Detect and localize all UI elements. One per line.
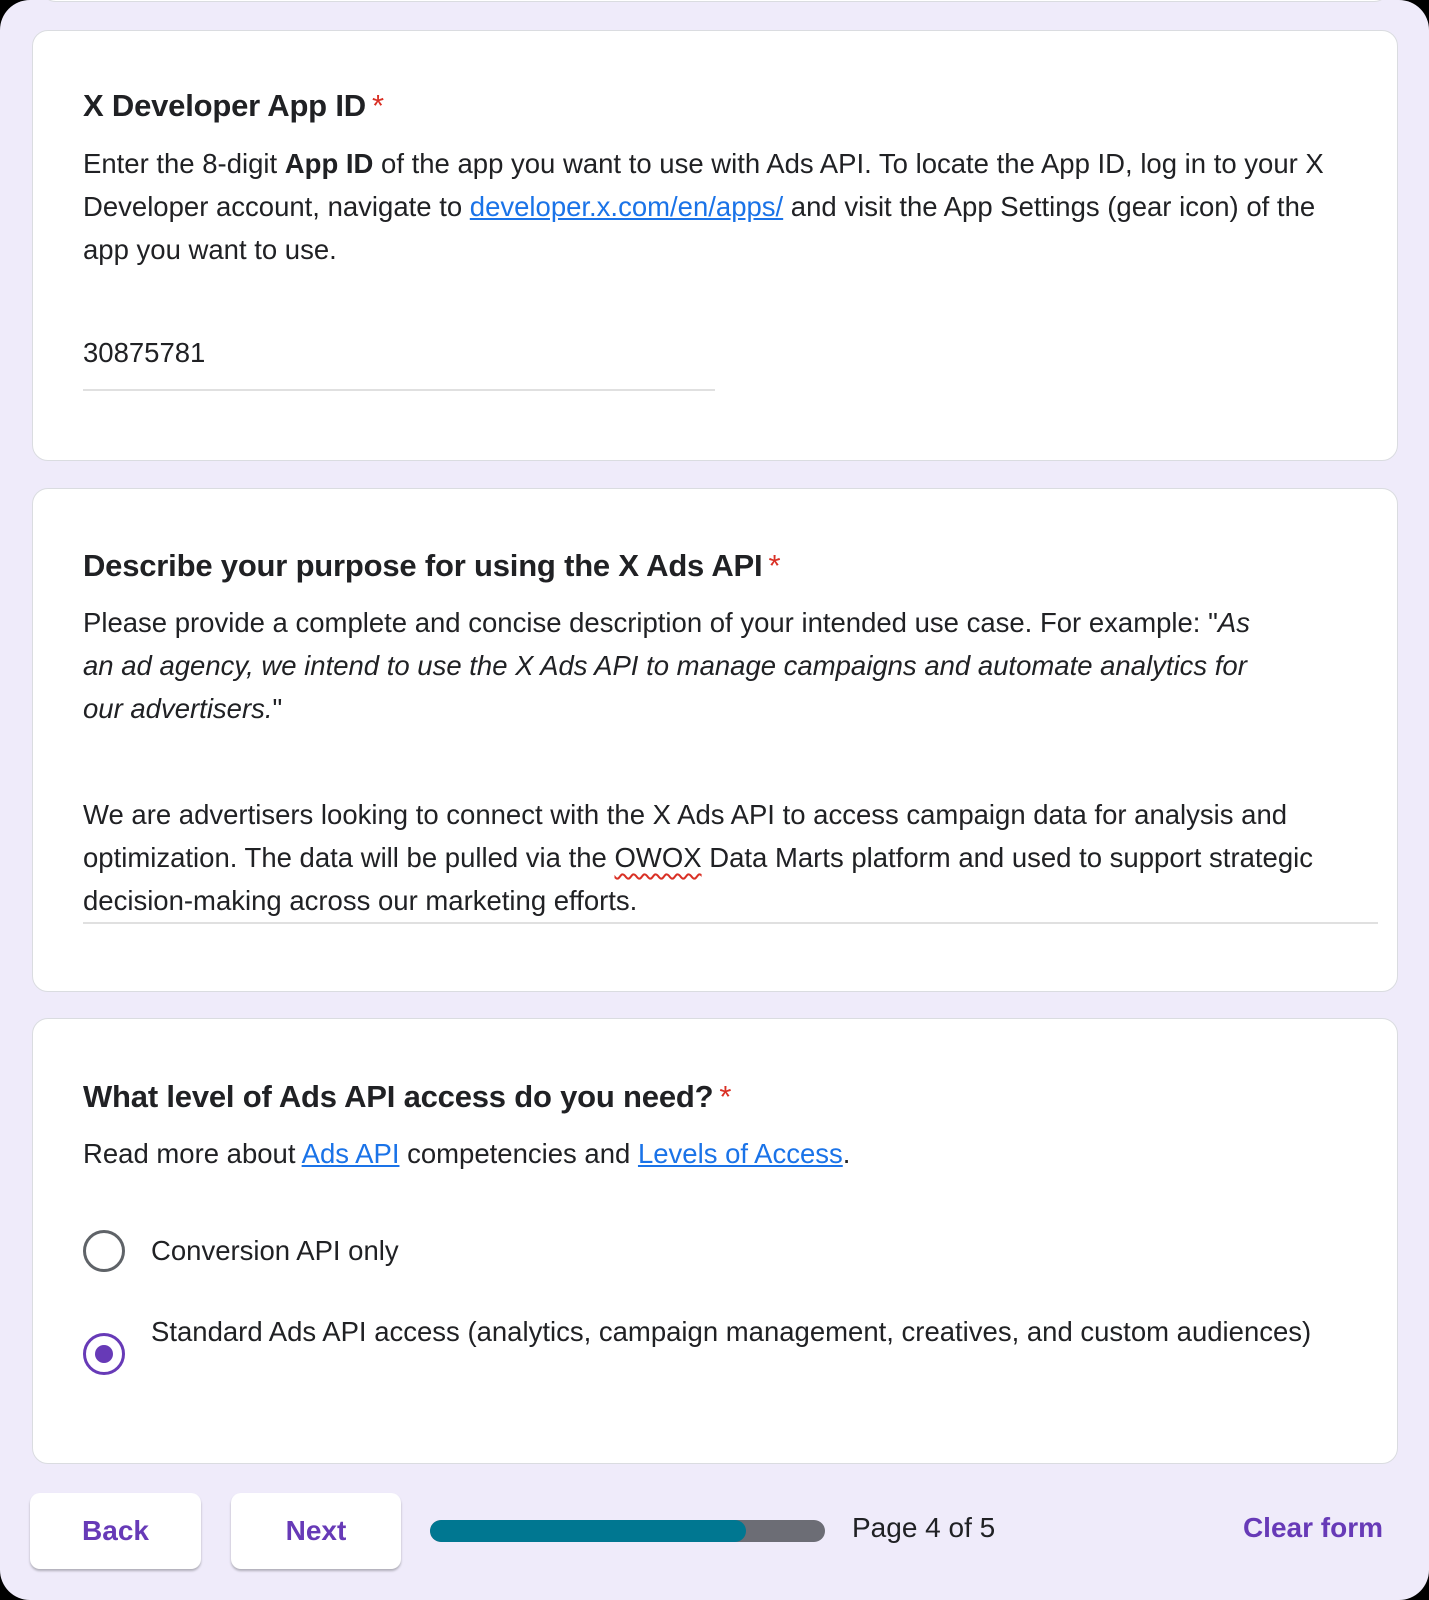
app-id-input[interactable]: 30875781: [83, 337, 206, 368]
question-card-access-level: [32, 1018, 1398, 1464]
question-card-app-id: [32, 30, 1398, 461]
option-standard-ads-api[interactable]: [83, 1310, 1337, 1375]
purpose-textarea-underline: [83, 922, 1378, 924]
back-button[interactable]: Back: [30, 1493, 201, 1569]
radio-checked-icon[interactable]: [83, 1333, 125, 1375]
next-button[interactable]: Next: [231, 1493, 401, 1569]
required-asterisk: *: [719, 1079, 732, 1114]
question-title: X Developer App ID *: [83, 88, 384, 123]
clear-form-button[interactable]: Clear form: [1242, 1512, 1383, 1543]
option-label: Standard Ads API access (analytics, campaign management, creatives, and custom audiences): [151, 1316, 1312, 1347]
previous-question-card: [40, 0, 1390, 2]
app-id-input-underline: [83, 389, 715, 391]
radio-unchecked-icon[interactable]: [83, 1230, 125, 1272]
question-title: Describe your purpose for using the X Ads API *: [83, 548, 781, 583]
progress-bar: [430, 1520, 825, 1542]
question-description: Please provide a complete and concise description of your intended use case. For example: "As an ad agency, we intend to use the X Ads API to manage campaigns and automate analytics for our advertisers.": [83, 607, 1250, 724]
developer-apps-link[interactable]: developer.x.com/en/apps/: [469, 191, 784, 222]
spellcheck-flag: OWOX: [614, 842, 702, 873]
question-description: Read more about Ads API competencies and Levels of Access.: [83, 1138, 851, 1169]
required-asterisk: *: [371, 88, 384, 123]
ads-api-link[interactable]: Ads API: [301, 1138, 400, 1169]
question-description: Enter the 8-digit App ID of the app you want to use with Ads API. To locate the App ID, log in to your X Developer account, navigate to developer.x.com/en/apps/ and visit the App Settings (gear icon) of the app you want to use.: [83, 148, 1324, 265]
question-title: What level of Ads API access do you need? *: [83, 1079, 732, 1114]
page-indicator: Page 4 of 5: [852, 1512, 996, 1543]
levels-of-access-link[interactable]: Levels of Access: [637, 1138, 843, 1169]
progress-bar-fill: [430, 1520, 746, 1542]
option-conversion-api[interactable]: [83, 1230, 1337, 1272]
required-asterisk: *: [768, 548, 781, 583]
purpose-textarea[interactable]: We are advertisers looking to connect with the X Ads API to access campaign data for analysis and optimization. The data will be pulled via the OWOX Data Marts platform and used to support strategic decision-making across our marketing efforts.: [83, 799, 1313, 916]
option-label: Conversion API only: [151, 1235, 399, 1266]
question-card-purpose: [32, 488, 1398, 992]
